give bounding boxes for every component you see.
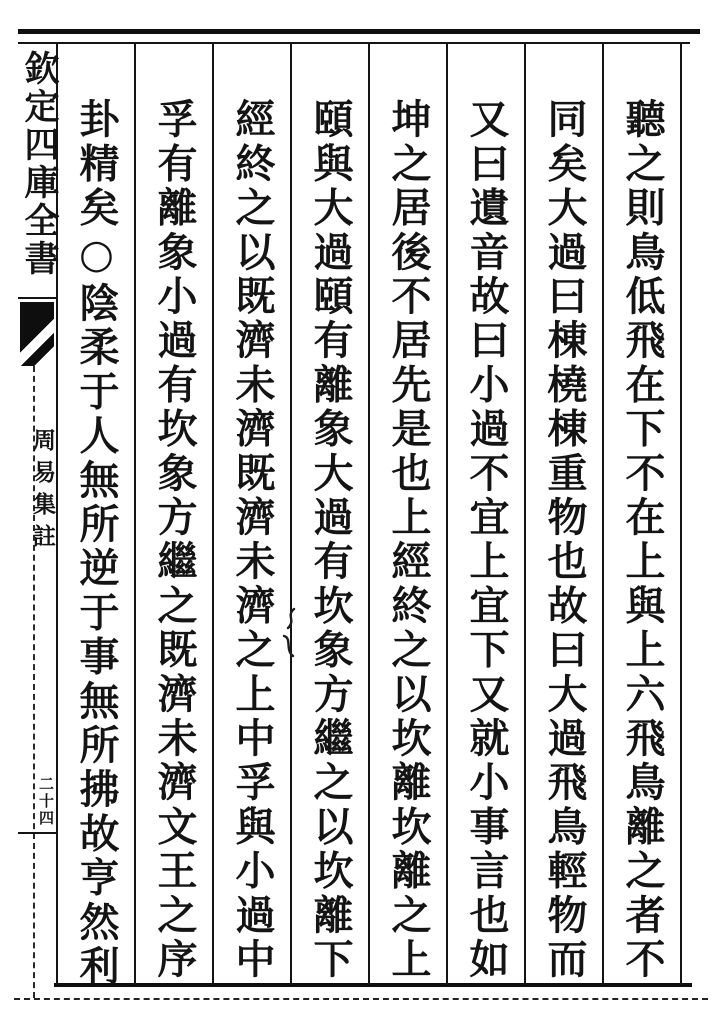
text-column-grid — [56, 44, 682, 989]
text-column — [290, 44, 368, 985]
column-text: 坤之居後不居先是也上經終之以坎離坎離之上 — [385, 98, 432, 982]
text-column — [134, 44, 212, 985]
column-text: 孚有離象小過有坎象方繼之既濟未濟文王之序 — [151, 98, 198, 982]
text-column — [602, 44, 680, 985]
fishtail-fold-mark-icon — [20, 302, 54, 366]
column-text: 同矣大過曰棟橈棟重物也故曰大過飛鳥輕物而 — [541, 98, 588, 982]
text-column — [212, 44, 290, 985]
page-number-rule — [18, 832, 56, 834]
column-text: 卦精矣○陰柔于人無所逆于事無所拂故亨然利 — [73, 98, 120, 989]
title-divider-rule — [18, 297, 56, 299]
column-text: 又曰遺音故曰小過不宜上宜下又就小事言也如 — [463, 98, 510, 982]
column-text: 聽之則鳥低飛在下不在上與上六飛鳥離之者不 — [619, 98, 666, 982]
book-title-label: 周易集註 — [29, 428, 56, 556]
top-border-thick — [18, 29, 700, 34]
page-number: 二十四 — [37, 776, 55, 827]
column-text: 經終之以既濟未濟既濟未濟之上中孚與小過中 — [229, 98, 276, 982]
left-margin-strip — [18, 44, 60, 985]
text-column — [368, 44, 446, 985]
ink-smudge-mark — [280, 606, 302, 660]
text-column — [524, 44, 602, 985]
column-text: 頤與大過頤有離象大過有坎象方繼之以坎離下 — [307, 98, 354, 982]
collection-title: 欽定四庫全書 — [19, 50, 60, 278]
bottom-border-dashed — [14, 998, 708, 1000]
text-column — [446, 44, 524, 985]
text-column — [58, 44, 134, 989]
